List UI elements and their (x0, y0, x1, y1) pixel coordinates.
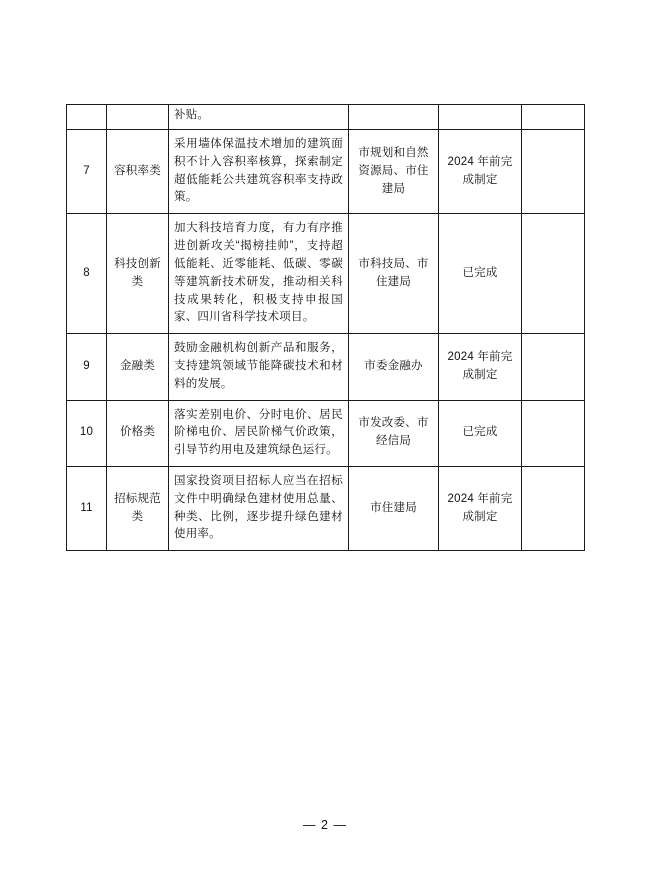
cell-description: 国家投资项目招标人应当在招标文件中明确绿色建材使用总量、种类、比例，逐步提升绿色建材使用率。 (169, 467, 349, 551)
policy-measures-table (66, 104, 585, 551)
cell-description: 采用墙体保温技术增加的建筑面积不计入容积率核算，探索制定超低能耗公共建筑容积率支持政策。 (169, 130, 349, 214)
cell-extra (522, 467, 585, 551)
table-row (67, 105, 585, 130)
cell-description: 加大科技培育力度，有力有序推进创新攻关“揭榜挂帅”，支持超低能耗、近零能耗、低碳、零碳等建筑新技术研发，推动相关科技成果转化，积极支持申报国家、四川省科学技术项目。 (169, 214, 349, 334)
cell-extra (522, 334, 585, 400)
cell-category: 科技创新类 (107, 214, 169, 334)
cell-deadline: 2024 年前完成制定 (439, 130, 522, 214)
table-row (67, 400, 585, 466)
cell-department: 市委金融办 (349, 334, 439, 400)
cell-description: 补贴。 (169, 105, 349, 130)
cell-sequence-number: 10 (67, 400, 107, 466)
table-row (67, 334, 585, 400)
table-body (67, 105, 585, 551)
table-row (67, 130, 585, 214)
cell-extra (522, 400, 585, 466)
cell-description: 鼓励金融机构创新产品和服务，支持建筑领域节能降碳技术和材料的发展。 (169, 334, 349, 400)
cell-deadline: 已完成 (439, 400, 522, 466)
cell-category (107, 105, 169, 130)
cell-department: 市规划和自然资源局、市住建局 (349, 130, 439, 214)
cell-deadline: 2024 年前完成制定 (439, 467, 522, 551)
table-row (67, 467, 585, 551)
cell-category: 金融类 (107, 334, 169, 400)
cell-department (349, 105, 439, 130)
cell-sequence-number: 9 (67, 334, 107, 400)
table-row (67, 214, 585, 334)
cell-department: 市科技局、市住建局 (349, 214, 439, 334)
cell-sequence-number (67, 105, 107, 130)
cell-description: 落实差别电价、分时电价、居民阶梯电价、居民阶梯气价政策，引导节约用电及建筑绿色运行。 (169, 400, 349, 466)
cell-sequence-number: 7 (67, 130, 107, 214)
cell-deadline (439, 105, 522, 130)
cell-extra (522, 130, 585, 214)
cell-extra (522, 214, 585, 334)
page-number: — 2 — (303, 818, 347, 832)
page-footer (0, 818, 650, 832)
cell-category: 价格类 (107, 400, 169, 466)
cell-deadline: 已完成 (439, 214, 522, 334)
cell-department: 市住建局 (349, 467, 439, 551)
cell-category: 容积率类 (107, 130, 169, 214)
cell-department: 市发改委、市经信局 (349, 400, 439, 466)
cell-extra (522, 105, 585, 130)
cell-sequence-number: 8 (67, 214, 107, 334)
cell-deadline: 2024 年前完成制定 (439, 334, 522, 400)
cell-sequence-number: 11 (67, 467, 107, 551)
cell-category: 招标规范类 (107, 467, 169, 551)
